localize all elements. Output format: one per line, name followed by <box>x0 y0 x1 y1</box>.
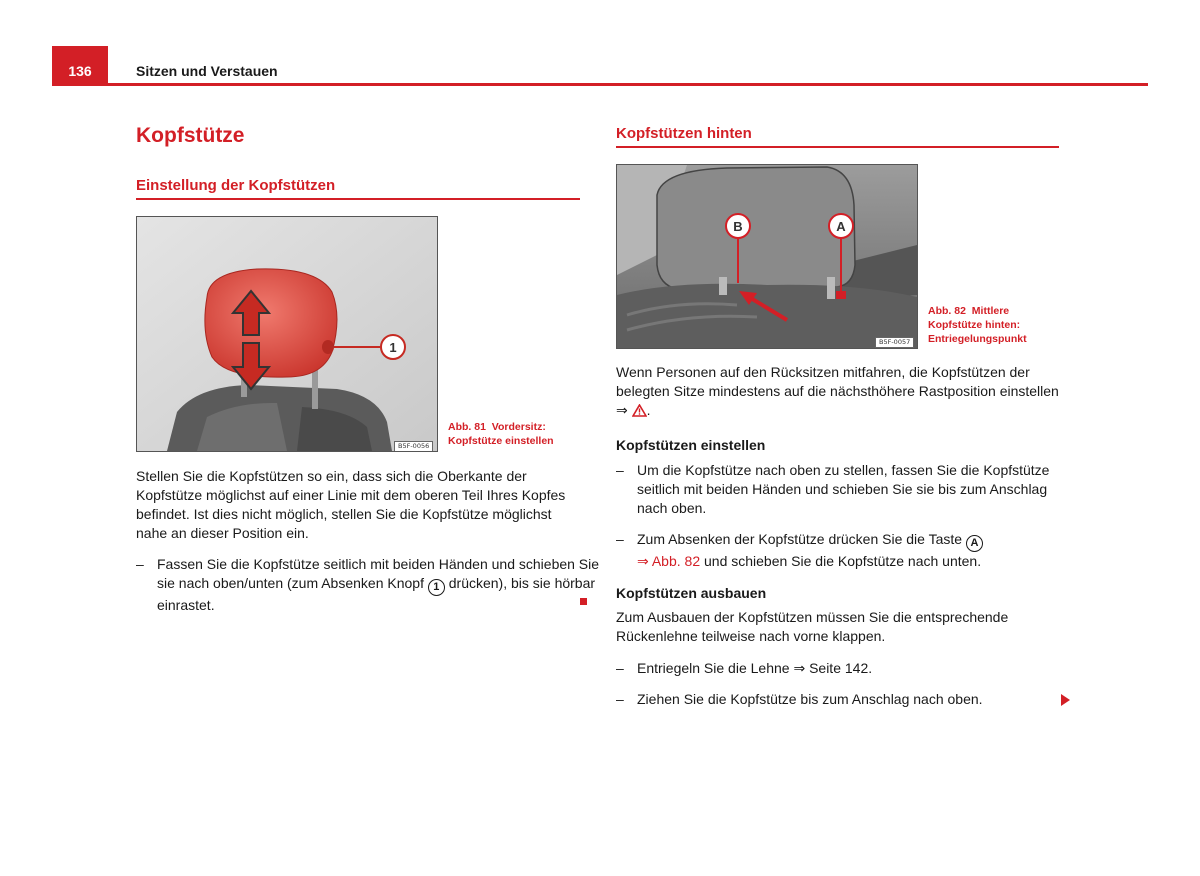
callout-a-label: A <box>836 219 846 234</box>
list-item: – Zum Absenken der Kopfstütze drücken Sie die Taste A ⇒ Abb. 82 und schieben Sie die Kopfstütze nach unten. <box>616 531 982 569</box>
figure-82-link[interactable]: ⇒ Abb. 82 <box>637 553 701 569</box>
rear-seat-back <box>617 284 917 348</box>
figure-81-headrest-front <box>136 216 438 452</box>
list-item: – Entriegeln Sie die Lehne ⇒ Seite 142. <box>616 660 873 676</box>
rear-post-right <box>827 277 835 299</box>
figure-82-caption <box>928 304 1058 346</box>
heading-einstellen: Kopfstützen einstellen <box>616 437 766 453</box>
figure-82-caption-label: Abb. 82 <box>928 305 966 317</box>
rear-post-left <box>719 277 727 295</box>
dash-marker: – <box>616 660 624 676</box>
header-rule <box>52 83 1148 86</box>
list-einstellen <box>616 461 1061 571</box>
list-item: – Um die Kopfstütze nach oben zu stellen, fassen Sie die Kopfstütze seitlich mit beiden Händen und schieben Sie sie bis zum Anschlag nach oben. <box>616 462 1050 516</box>
dash-marker: – <box>616 462 624 478</box>
chapter-title: Sitzen und Verstauen <box>136 63 278 79</box>
figure-81-caption-text: Vordersitz: Kopfstütze einstellen <box>448 421 554 447</box>
paragraph-ausbauen: Zum Ausbauen der Kopfstützen müssen Sie die entsprechende Rückenlehne teilweise nach vorne klappen. <box>616 609 1009 644</box>
intro-paragraph-left: Stellen Sie die Kopfstützen so ein, dass sich die Oberkante der Kopfstütze möglichst auf einer Linie mit dem oberen Teil Ihres Kopfes befindet. Ist dies nicht möglich, stellen Sie die Kopfstütze möglichst nahe an dieser Position ein. <box>136 468 566 541</box>
list-item: – Ziehen Sie die Kopfstütze bis zum Anschlag nach oben. <box>616 691 983 707</box>
release-button <box>322 340 334 354</box>
callout-b-label: B <box>733 219 743 234</box>
figure-82-headrest-rear <box>616 164 918 349</box>
subsection-rule-right <box>616 146 1059 148</box>
subsection-title-right: Kopfstützen hinten <box>616 125 752 142</box>
figure-82-caption-text: Mittlere Kopfstütze hinten: Entriegelungspunkt <box>928 305 1027 345</box>
headrest-front-illustration <box>137 217 437 451</box>
headrest <box>205 269 337 377</box>
heading-ausbauen: Kopfstützen ausbauen <box>616 585 767 601</box>
subsection-rule-left <box>136 198 580 200</box>
dash-marker: – <box>136 556 144 572</box>
intro-paragraph-right: Wenn Personen auf den Rücksitzen mitfahren, die Kopfstützen der belegten Sitze mindestens auf die nächsthöhere Rastposition einstellen ⇒ . <box>616 364 1059 418</box>
button-ref-1: 1 <box>428 579 445 596</box>
figure-82-code: B5F-0057 <box>875 337 914 348</box>
headrest-rear-illustration <box>617 165 917 348</box>
button-ref-a: A <box>966 535 983 552</box>
release-point-marker <box>836 291 846 299</box>
rear-headrest <box>657 167 855 289</box>
page-number: 136 <box>68 63 92 79</box>
headrest-post-right <box>312 369 318 409</box>
figure-81-caption <box>448 420 578 448</box>
section-title: Kopfstütze <box>136 124 245 147</box>
dash-marker: – <box>616 691 624 707</box>
figure-81-caption-label: Abb. 81 <box>448 421 486 433</box>
warning-icon[interactable] <box>632 404 647 417</box>
callout-1-label: 1 <box>389 340 397 355</box>
section-end-marker <box>580 598 587 605</box>
dash-marker: – <box>616 531 624 547</box>
list-ausbauen <box>616 659 1061 709</box>
subsection-title-left: Einstellung der Kopfstützen <box>136 177 336 194</box>
figure-81-code: B5F-0056 <box>394 441 433 452</box>
continue-arrow-icon[interactable] <box>1061 694 1070 706</box>
list-item-adjust: – Fassen Sie die Kopfstütze seitlich mit beiden Händen und schieben Sie sie nach oben/unten (zum Absenken Knopf 1 drücken), bis sie hörbar einrastet. <box>136 556 600 613</box>
